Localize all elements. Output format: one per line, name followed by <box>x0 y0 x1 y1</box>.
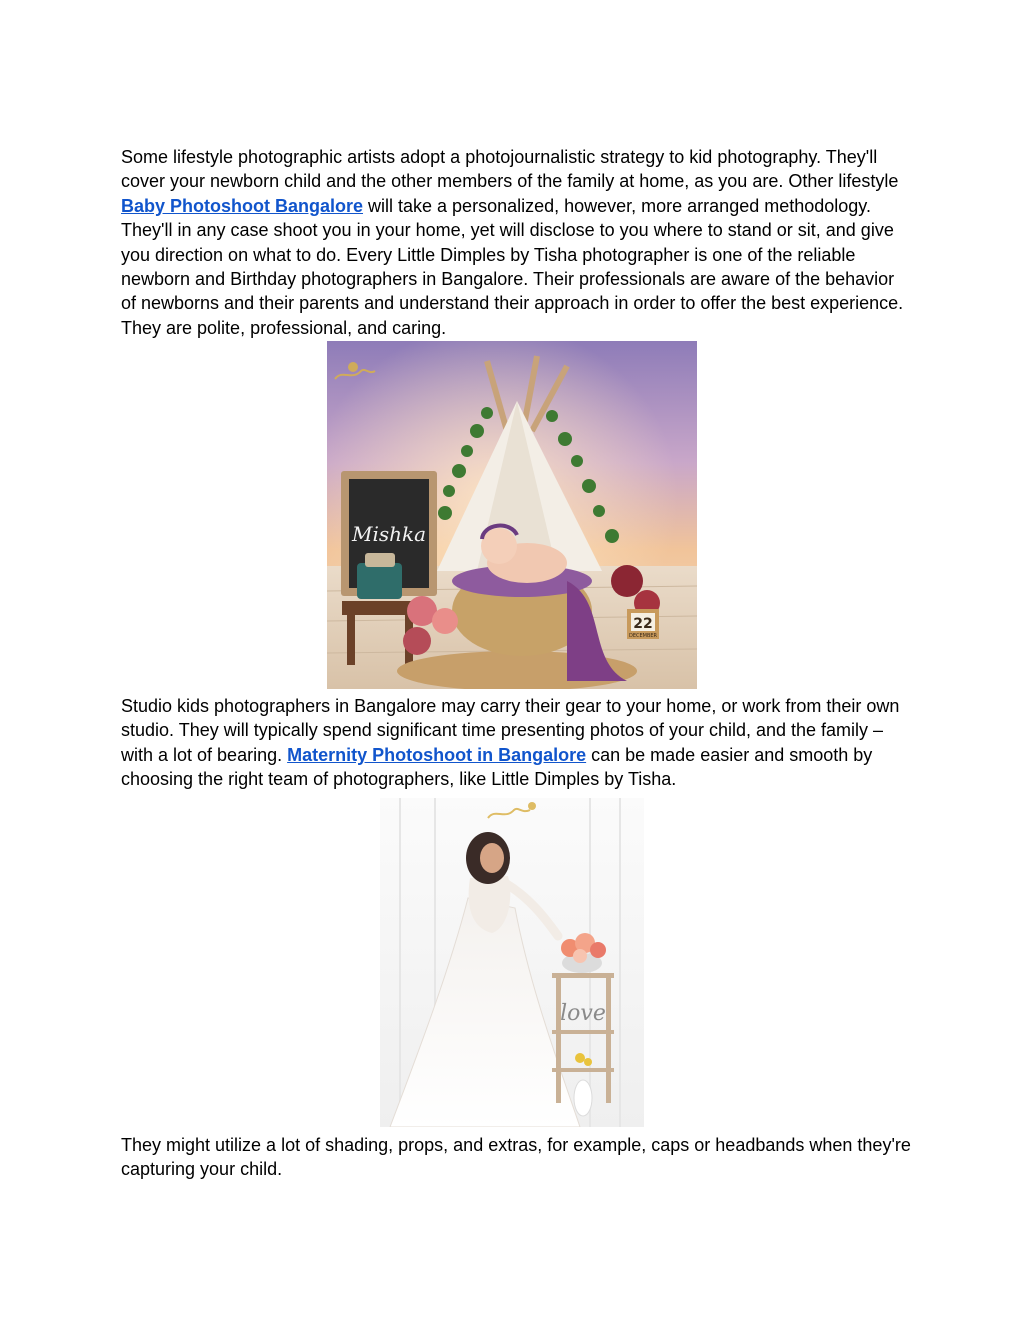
calendar-month-text: DECEMBER <box>628 633 658 639</box>
love-sign-text: love <box>560 1001 606 1026</box>
calendar-day-text: 22 <box>633 616 653 632</box>
paragraph-studio-text-after: can be made easier and smooth by choosing the right team of photographers, like Little Dimples by Tisha. <box>121 744 873 790</box>
paragraph-intro-text-after: will take a personalized, however, more arranged methodology. They'll in any case shoot you in your home, yet will disclose to you where to stand or sit, and give you direction on what to do. Every Little Dimples by Tisha photographer is one of the reliable newborn and Birthday photographers in Bangalore. Their professionals are aware of the behavior of newborns and their parents and understand their approach in order to offer the best experience. They are polite, professional, and caring. <box>121 195 904 338</box>
maternity-photoshoot-link[interactable]: Maternity Photoshoot in Bangalore <box>287 744 587 765</box>
newborn-photo <box>327 341 697 689</box>
paragraph-props: They might utilize a lot of shading, props, and extras, for example, caps or headbands when they're capturing your child. <box>121 1135 911 1180</box>
board-name-text: Mishka <box>351 522 427 546</box>
maternity-photo <box>380 798 644 1127</box>
paragraph-intro <box>121 145 911 340</box>
baby-photoshoot-link[interactable]: Baby Photoshoot Bangalore <box>121 195 364 216</box>
paragraph-studio-text-before: Studio kids photographers in Bangalore may carry their gear to your home, or work from their own studio. They will typically spend significant time presenting photos of your child, and the family – with a lot of bearing. <box>121 696 900 765</box>
paragraph-intro-text-before: Some lifestyle photographic artists adopt a photojournalistic strategy to kid photography. They'll cover your newborn child and the other members of the family at home, as you are. Other lifestyle <box>121 147 899 192</box>
paragraph-studio <box>121 694 911 792</box>
